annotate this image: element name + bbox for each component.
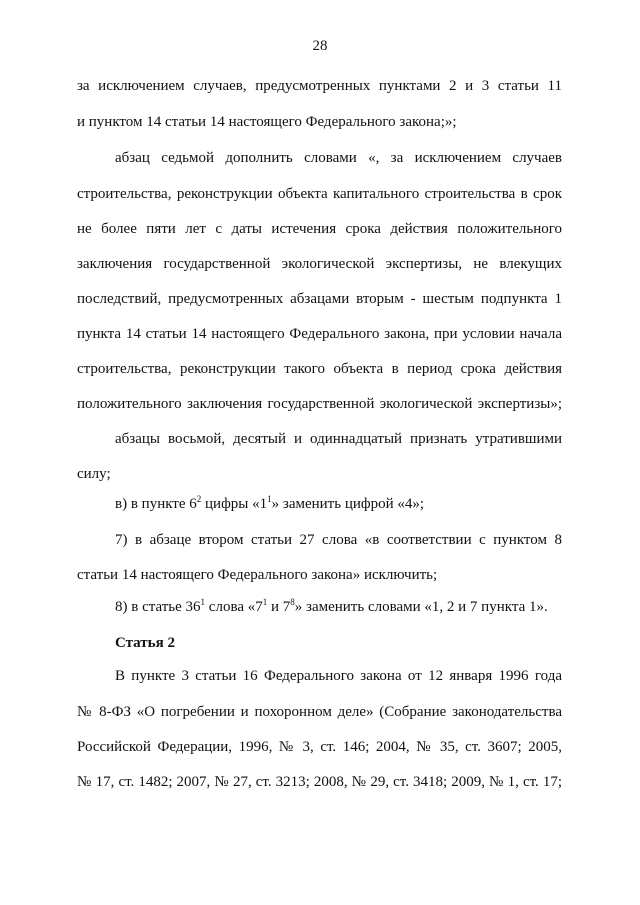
text-line: не более пяти лет с даты истечения срока действия положительного bbox=[77, 221, 562, 237]
text-line: № 8-ФЗ «О погребении и похоронном деле» (Собрание законодательства bbox=[77, 704, 562, 720]
text-line: заключения государственной экологической экспертизы, не влекущих bbox=[77, 256, 562, 272]
text-line: пункта 14 статьи 14 настоящего Федерального закона, при условии начала bbox=[77, 326, 562, 342]
text-line: за исключением случаев, предусмотренных пунктами 2 и 3 статьи 11 bbox=[77, 78, 562, 94]
text-line: в) в пункте $6^2$ цифры «$1^1$» заменить цифрой «4»; bbox=[115, 494, 425, 512]
text-line: № 17, ст. 1482; 2007, № 27, ст. 3213; 2008, № 29, ст. 3418; 2009, № 1, ст. 17; bbox=[77, 774, 562, 790]
text-line: статьи 14 настоящего Федерального закона» исключить; bbox=[77, 567, 438, 583]
text-line: абзац седьмой дополнить словами «, за исключением случаев bbox=[115, 150, 562, 166]
text-line: строительства, реконструкции такого объекта в период срока действия bbox=[77, 361, 562, 377]
article-heading: Статья 2 bbox=[115, 635, 175, 651]
text-line: абзацы восьмой, десятый и одиннадцатый признать утратившими bbox=[115, 431, 562, 447]
text-line: строительства, реконструкции объекта капитального строительства в срок bbox=[77, 186, 562, 202]
text-line: силу; bbox=[77, 466, 111, 482]
text-line: последствий, предусмотренных абзацами вторым - шестым подпункта 1 bbox=[77, 291, 562, 307]
text-line: В пункте 3 статьи 16 Федерального закона от 12 января 1996 года bbox=[115, 668, 562, 684]
text-line: и пунктом 14 статьи 14 настоящего Федерального закона;»; bbox=[77, 114, 457, 130]
text-line: 7) в абзаце втором статьи 27 слова «в соответствии с пунктом 8 bbox=[115, 532, 562, 548]
text-line: 8) в статье $36^1$ слова «$7^1$ и $7^8$» заменить словами «1, 2 и 7 пункта 1». bbox=[115, 597, 548, 615]
page-number: 28 bbox=[312, 38, 328, 54]
text-line: Российской Федерации, 1996, № 3, ст. 146; 2004, № 35, ст. 3607; 2005, bbox=[77, 739, 562, 755]
text-line: положительного заключения государственной экологической экспертизы»; bbox=[77, 396, 562, 412]
